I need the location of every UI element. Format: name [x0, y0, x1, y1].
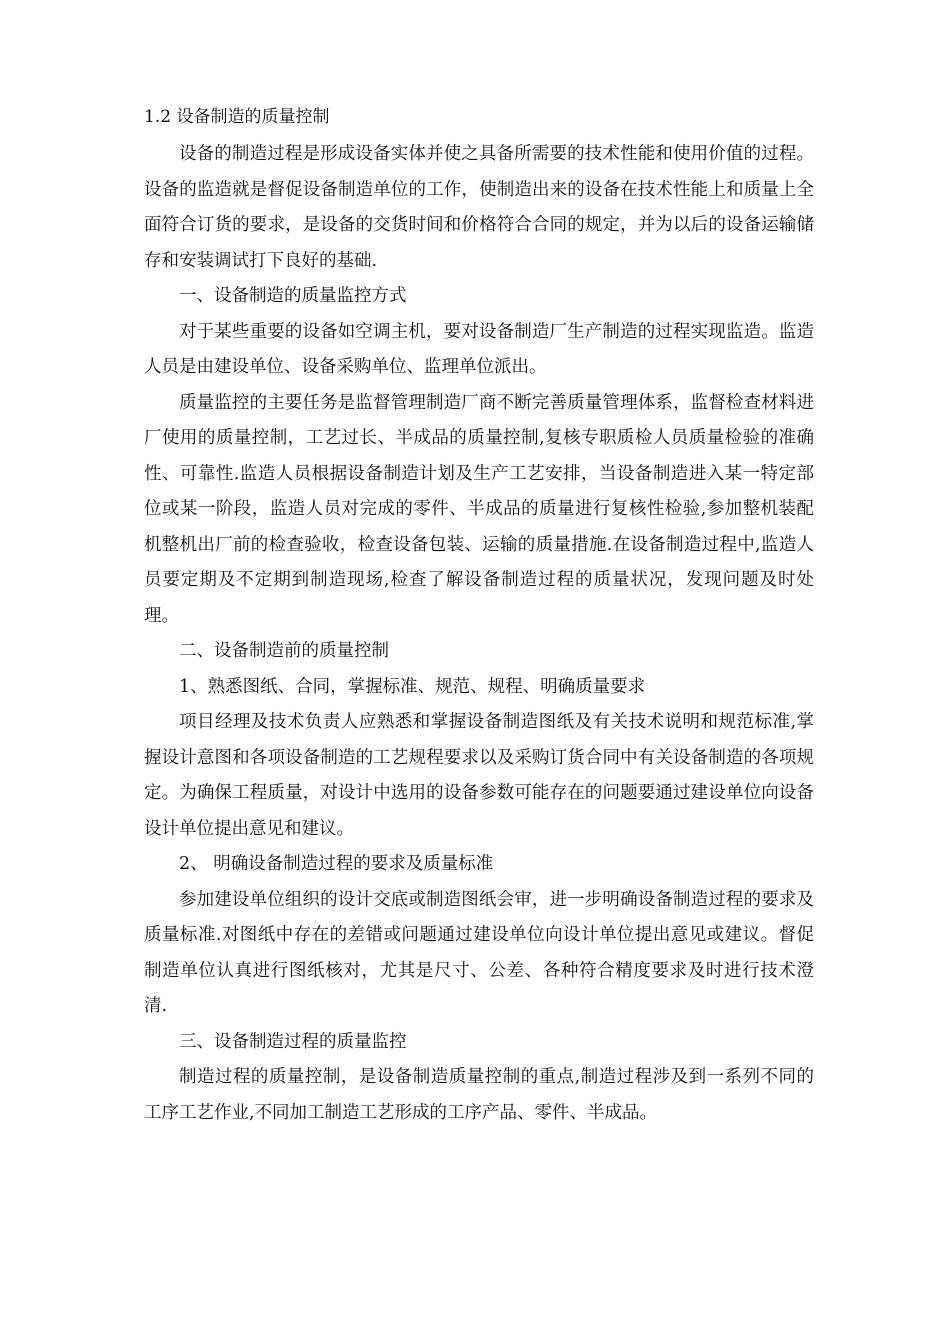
numbered-heading: 2、 明确设备制造过程的要求及质量标准: [179, 854, 494, 874]
subsection-heading: 一、设备制造的质量监控方式: [179, 286, 407, 306]
paragraph: 项目经理及技术负责人应熟悉和掌握设备制造图纸及有关技术说明和规范标准,掌握设计意图和各项设备制造的工艺规程要求以及采购订货合同中有关设备制造的各项规定。为确保工程质量，对设计中选用的设备参数可能存在的问题要通过建设单位向设备设计单位提出意见和建议。: [144, 712, 814, 839]
paragraph: 对于某些重要的设备如空调主机，要对设备制造厂生产制造的过程实现监造。监造人员是由建设单位、设备采购单位、监理单位派出。: [144, 321, 814, 377]
subsection-heading: 二、设备制造前的质量控制: [179, 641, 389, 661]
paragraph: 质量监控的主要任务是监督管理制造厂商不断完善质量管理体系，监督检查材料进厂使用的质量控制，工艺过长、半成品的质量控制,复核专职质检人员质量检验的准确性、可靠性.监造人员根据设备制造计划及生产工艺安排，当设备制造进入某一特定部位或某一阶段，监造人员对完成的零件、半成品的质量进行复核性检验,参加整机装配机整机出厂前的检查验收，检查设备包装、运输的质量措施.在设备制造过程中,监造人员要定期及不定期到制造现场,检查了解设备制造过程的质量状况，发现问题及时处理。: [144, 392, 814, 626]
numbered-heading: 1、熟悉图纸、合同，掌握标准、规范、规程、明确质量要求: [179, 676, 646, 697]
document-body: [144, 102, 814, 1131]
paragraph: 参加建设单位组织的设计交底或制造图纸会审，进一步明确设备制造过程的要求及质量标准.对图纸中存在的差错或问题通过建设单位向设计单位提出意见或建议。督促制造单位认真进行图纸核对，尤其是尺寸、公差、各种符合精度要求及时进行技术澄清.: [144, 889, 814, 1016]
section-title: 1.2 设备制造的质量控制: [144, 107, 330, 127]
paragraph: 设备的制造过程是形成设备实体并使之具备所需要的技术性能和使用价值的过程。设备的监造就是督促设备制造单位的工作，使制造出来的设备在技术性能上和质量上全面符合订货的要求，是设备的交货时间和价格符合合同的规定，并为以后的设备运输储存和安装调试打下良好的基础.: [144, 144, 814, 271]
paragraph: 制造过程的质量控制，是设备制造质量控制的重点,制造过程涉及到一系列不同的工序工艺作业,不同加工制造工艺形成的工序产品、零件、半成品。: [144, 1067, 814, 1123]
subsection-heading: 三、设备制造过程的质量监控: [179, 1031, 407, 1052]
